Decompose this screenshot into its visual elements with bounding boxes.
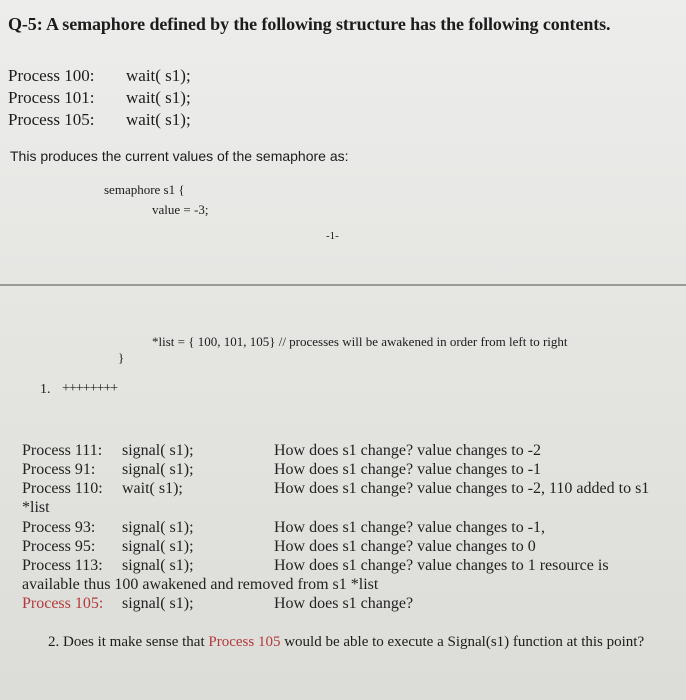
semaphore-note: This produces the current values of the semaphore as: bbox=[10, 148, 349, 164]
line-answer-105: How does s1 change? bbox=[274, 595, 414, 612]
line-proc-93: Process 93: bbox=[22, 519, 96, 536]
item-2-text-before: Does it make sense that bbox=[63, 634, 205, 650]
line-proc-105: Process 105: bbox=[22, 595, 104, 612]
line-answer-113: How does s1 change? value changes to 1 resource is bbox=[274, 557, 609, 574]
process-call-105: wait( s1); bbox=[126, 110, 191, 129]
line-proc-95: Process 95: bbox=[22, 538, 96, 555]
line-call-113: signal( s1); bbox=[122, 557, 194, 574]
process-label-101: Process 101: bbox=[8, 88, 95, 107]
process-call-101: wait( s1); bbox=[126, 88, 191, 107]
item-2-question bbox=[48, 632, 678, 652]
process-label-100: Process 100: bbox=[8, 66, 95, 85]
item-1-number: 1. bbox=[40, 382, 51, 397]
item-2-highlight: Process 105 bbox=[208, 634, 281, 650]
page-divider bbox=[0, 284, 686, 286]
page-marker: -1- bbox=[326, 230, 339, 242]
line-call-110: wait( s1); bbox=[122, 480, 183, 497]
line-call-91: signal( s1); bbox=[122, 461, 194, 478]
line-answer-111: How does s1 change? value changes to -2 bbox=[274, 442, 542, 459]
line-list: *list bbox=[22, 499, 50, 516]
item-2-text-after: would be able to execute a Signal(s1) function at this point? bbox=[284, 634, 645, 650]
line-proc-111: Process 111: bbox=[22, 442, 103, 459]
semaphore-value: value = -3; bbox=[152, 202, 209, 217]
line-call-93: signal( s1); bbox=[122, 519, 194, 536]
line-answer-91: How does s1 change? value changes to -1 bbox=[274, 461, 542, 478]
line-proc-110: Process 110: bbox=[22, 480, 103, 497]
line-answer-110: How does s1 change? value changes to -2, 110 added to s1 bbox=[274, 480, 650, 497]
line-proc-91: Process 91: bbox=[22, 461, 96, 478]
line-available: available thus 100 awakened and removed from s1 *list bbox=[22, 576, 379, 593]
semaphore-header: semaphore s1 { bbox=[104, 182, 185, 197]
process-label-105: Process 105: bbox=[8, 110, 95, 129]
line-call-105: signal( s1); bbox=[122, 595, 194, 612]
line-call-111: signal( s1); bbox=[122, 442, 194, 459]
question-title: Q-5: A semaphore defined by the following structure has the following contents. bbox=[8, 14, 611, 34]
line-call-95: signal( s1); bbox=[122, 538, 194, 555]
line-proc-113: Process 113: bbox=[22, 557, 103, 574]
item-1-marks: ++++++++ bbox=[62, 381, 118, 396]
item-2-number: 2. bbox=[48, 634, 60, 650]
process-call-100: wait( s1); bbox=[126, 66, 191, 85]
semaphore-close-brace: } bbox=[118, 350, 125, 365]
semaphore-list: *list = { 100, 101, 105} // processes will be awakened in order from left to right bbox=[152, 334, 568, 349]
line-answer-93: How does s1 change? value changes to -1, bbox=[274, 519, 546, 536]
line-answer-95: How does s1 change? value changes to 0 bbox=[274, 538, 536, 555]
